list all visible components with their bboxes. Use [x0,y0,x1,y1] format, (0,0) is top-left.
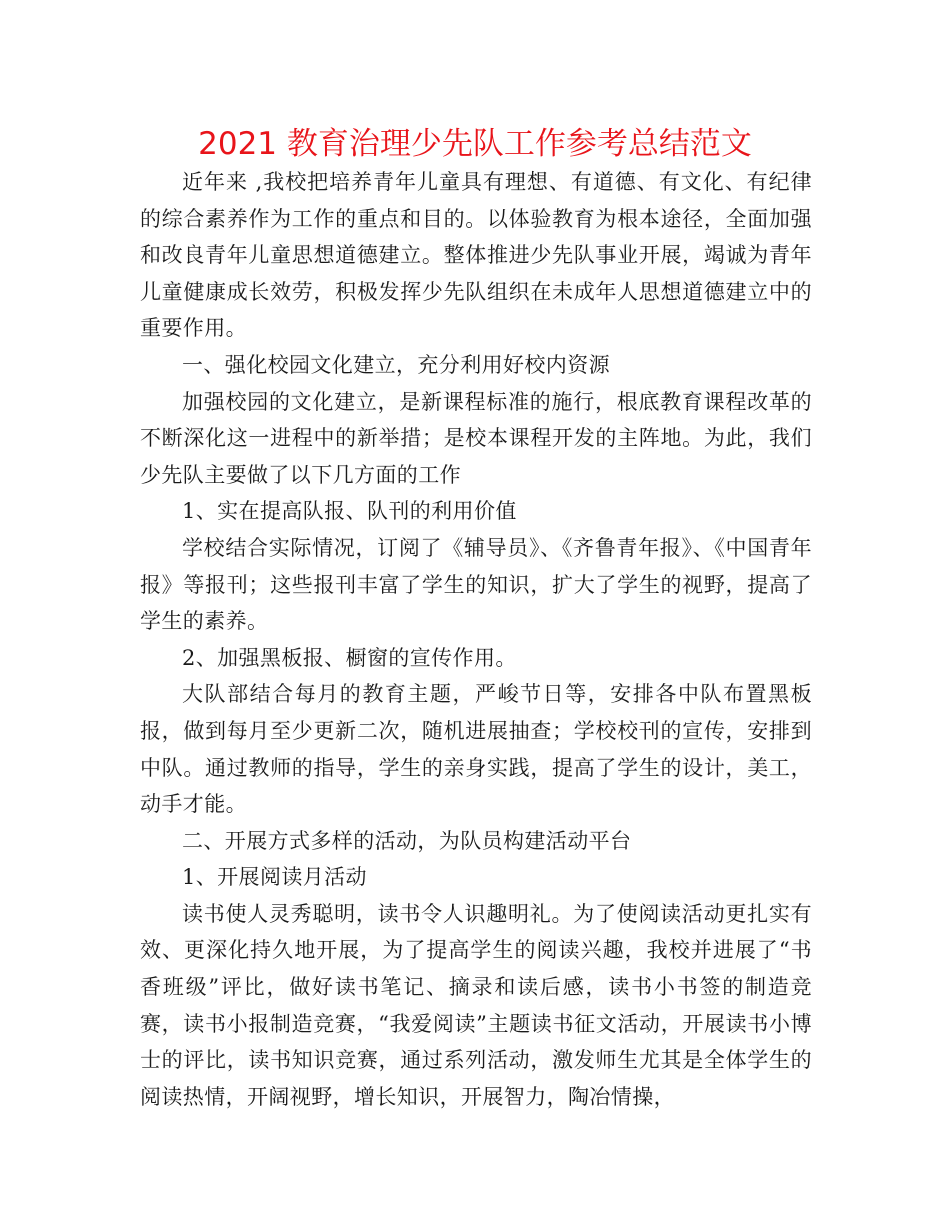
paragraph-1-2: 大队部结合每月的教育主题，严峻节日等，安排各中队布置黑板报，做到每月至少更新二次，随机进展抽查；学校校刊的宣传，安排到中队。通过教师的指导，学生的亲身实践，提高了学生的设计，美工，动手才能。 [140,682,812,817]
paragraph-2-1: 读书使人灵秀聪明，读书令人识趣明礼。为了使阅读活动更扎实有效、更深化持久地开展，为了提高学生的阅读兴趣，我校并进展了“书香班级”评比，做好读书笔记、摘录和读后感，读书小书签的制造竞赛，读书小报制造竞赛，“我爱阅读”主题读书征文活动，开展读书小博士的评比，读书知识竞赛，通过系列活动，激发师生尤其是全体学生的阅读热情，开阔视野，增长知识，开展智力，陶冶情操， [140,901,812,1109]
section-heading-2: 二、开展方式多样的活动，为队员构建活动平台 [182,828,632,853]
paragraph-intro: 近年来 ,我校把培养青年儿童具有理想、有道德、有文化、有纪律的综合素养作为工作的重点和目的。以体验教育为根本途径，全面加强和改良青年儿童思想道德建立。整体推进少先队事业开展，竭诚为青年儿童健康成长效劳，积极发挥少先队组织在未成年人思想道德建立中的重要作用。 [140,170,812,341]
paragraph-1-1: 学校结合实际情况，订阅了《辅导员》、《齐鲁青年报》、《中国青年报》等报刊；这些报刊丰富了学生的知识，扩大了学生的视野，提高了学生的素养。 [140,535,812,634]
subheading-1-1: 1、实在提高队报、队刊的利用价值 [182,499,517,524]
subheading-1-2: 2、加强黑板报、橱窗的宣传作用。 [182,645,517,670]
paragraph-section-1: 加强校园的文化建立，是新课程标准的施行，根底教育课程改革的不断深化这一进程中的新举措；是校本课程开发的主阵地。为此，我们少先队主要做了以下几方面的工作 [140,389,812,487]
document-title: 2021 教育治理少先队工作参考总结范文 [198,126,752,162]
section-heading-1: 一、强化校园文化建立，充分利用好校内资源 [182,352,610,377]
document-body [140,164,812,1115]
subheading-2-1: 1、开展阅读月活动 [182,865,367,890]
